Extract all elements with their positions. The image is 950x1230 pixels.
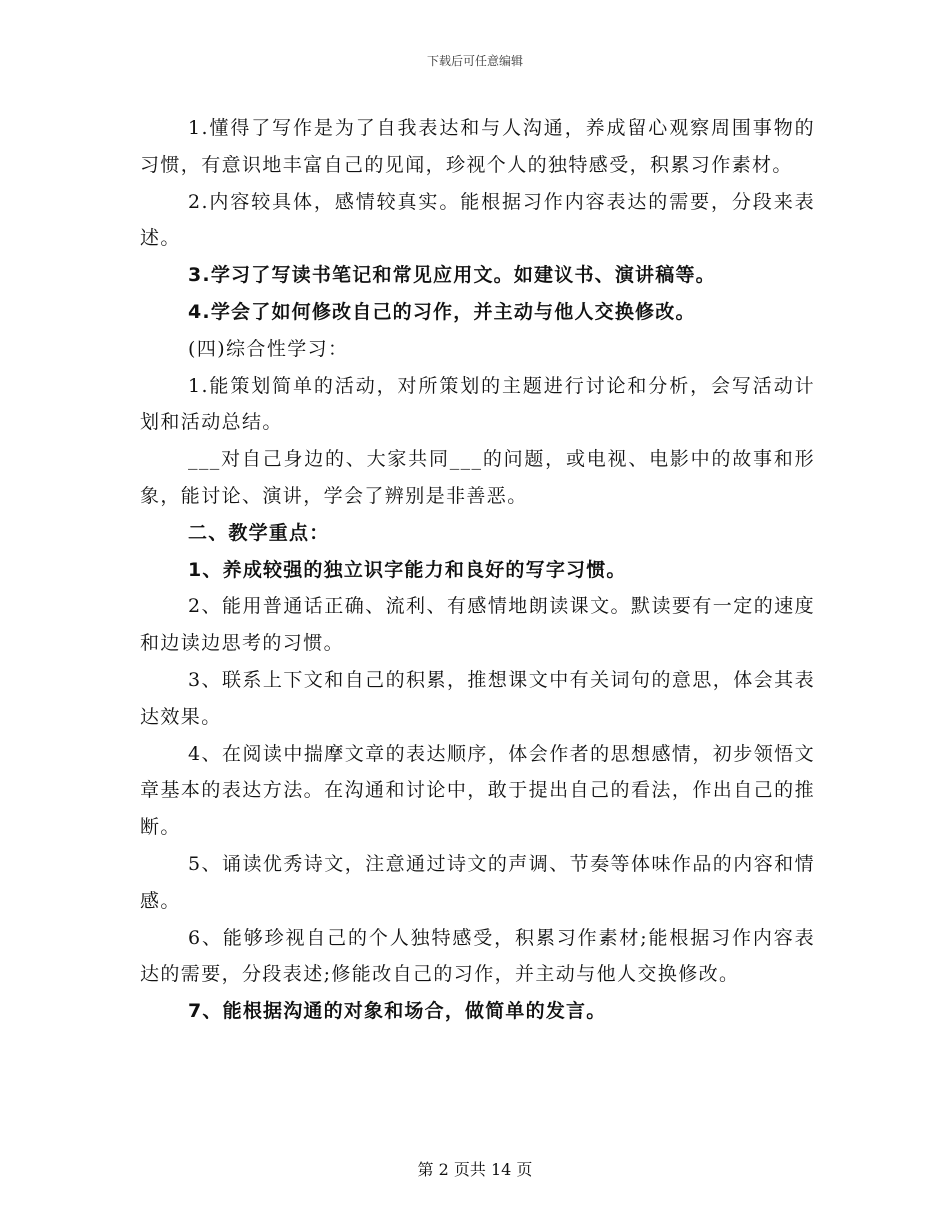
paragraph: 6、能够珍视自己的个人独特感受，积累习作素材;能根据习作内容表达的需要，分段表述;修能改自己的习作，并主动与他人交换修改。 [140,926,815,986]
paragraph: 3、联系上下文和自己的积累，推想课文中有关词句的意思，体会其表达效果。 [140,668,815,728]
section-heading: (四)综合性学习： [188,337,349,360]
paragraph: 1、养成较强的独立识字能力和良好的写字习惯。 [188,558,627,581]
paragraph: 3.学习了写读书笔记和常见应用文。如建议书、演讲稿等。 [188,264,716,287]
paragraph: ___对自己身边的、大家共同___的问题，或电视、电影中的故事和形象，能讨论、演讲，学会了辨别是非善恶。 [140,448,815,507]
page-footer: 第 2 页共 14 页 [417,1160,533,1179]
paragraph: 1.能策划简单的活动，对所策划的主题进行讨论和分析，会写活动计划和活动总结。 [140,374,815,434]
paragraph: 1.懂得了写作是为了自我表达和与人沟通，养成留心观察周围事物的习惯，有意识地丰富自己的见闻，珍视个人的独特感受，积累习作素材。 [140,117,815,176]
paragraph: 4、在阅读中揣摩文章的表达顺序，体会作者的思想感情，初步领悟文章基本的表达方法。在沟通和讨论中，敢于提出自己的看法，作出自己的推断。 [140,742,815,839]
paragraph: 7、能根据沟通的对象和场合，做简单的发言。 [188,1000,607,1023]
paragraph: 2.内容较具体，感情较真实。能根据习作内容表达的需要，分段来表述。 [140,190,815,250]
paragraph: 5、诵读优秀诗文，注意通过诗文的声调、节奏等体味作品的内容和情感。 [140,852,815,912]
paragraph: 4.学会了如何修改自己的习作，并主动与他人交换修改。 [188,300,696,323]
paragraph: 2、能用普通话正确、流利、有感情地朗读课文。默读要有一定的速度和边读边思考的习惯。 [140,595,815,655]
page-header: 下载后可任意编辑 [426,54,523,68]
section-heading: 二、教学重点： [188,521,330,544]
document-body [140,110,815,1030]
